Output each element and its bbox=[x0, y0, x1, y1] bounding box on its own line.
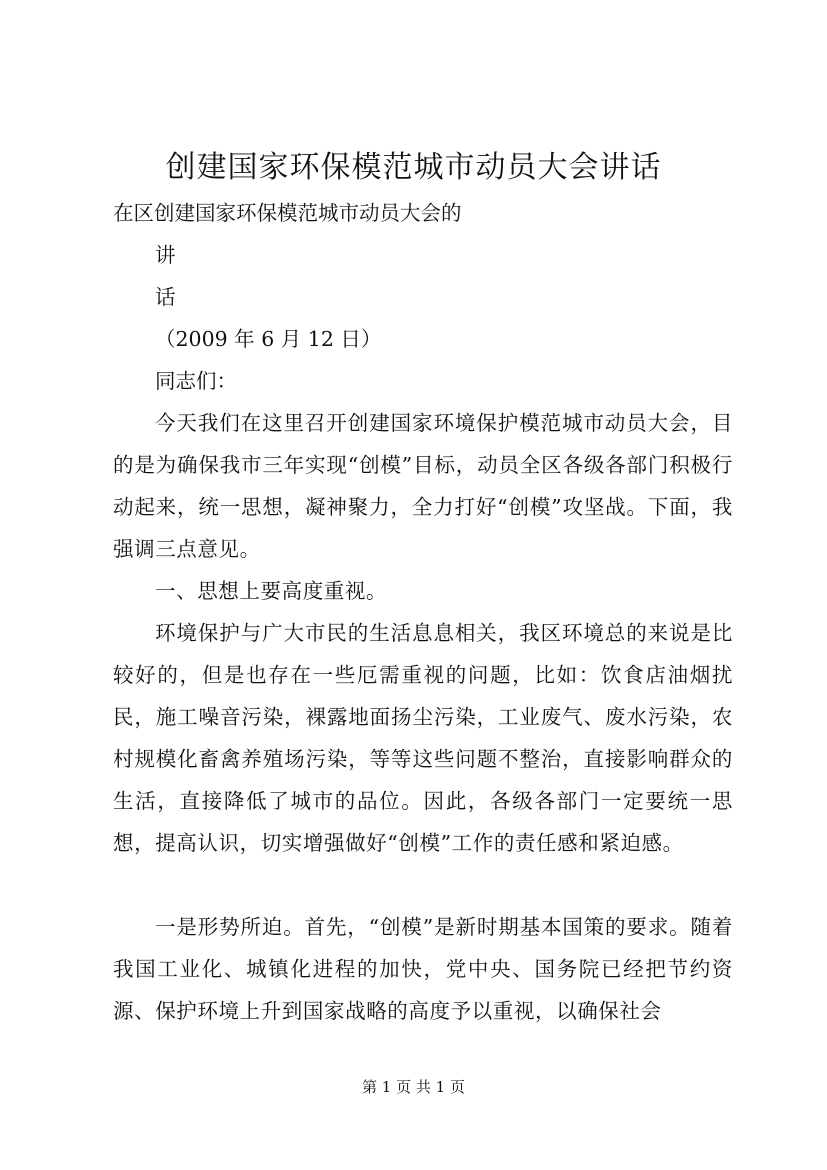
subtitle-line: 话 bbox=[155, 285, 176, 309]
body-paragraph: 今天我们在这里召开创建国家环境保护模范城市动员大会，目的是为确保我市三年实现“创模”目标，动员全区各级各部门积极行动起来，统一思想，凝神聚力，全力打好“创模”攻坚战。下面，我强调三点意见。 bbox=[113, 411, 733, 561]
speech-date: （2009 年 6 月 12 日） bbox=[155, 327, 382, 351]
document-title: 创建国家环保模范城市动员大会讲话 bbox=[165, 150, 662, 185]
page-footer: 第 1 页 共 1 页 bbox=[362, 1078, 465, 1096]
section-heading: 一、思想上要高度重视。 bbox=[155, 579, 388, 603]
salutation: 同志们： bbox=[155, 369, 237, 393]
subtitle-line: 讲 bbox=[155, 243, 176, 267]
body-paragraph: 一是形势所迫。首先，“创模”是新时期基本国策的要求。随着我国工业化、城镇化进程的加快，党中央、国务院已经把节约资源、保护环境上升到国家战略的高度予以重视，以确保社会 bbox=[113, 915, 733, 1023]
body-paragraph: 环境保护与广大市民的生活息息相关，我区环境总的来说是比较好的，但是也存在一些厄需重视的问题，比如：饮食店油烟扰民，施工噪音污染，裸露地面扬尘污染，工业废气、废水污染，农村规模化畜禽养殖场污染，等等这些问题不整治，直接影响群众的生活，直接降低了城市的品位。因此，各级各部门一定要统一思想，提高认识，切实增强做好“创模”工作的责任感和紧迫感。 bbox=[113, 621, 733, 855]
subtitle-line: 在区创建国家环保模范城市动员大会的 bbox=[113, 201, 462, 225]
